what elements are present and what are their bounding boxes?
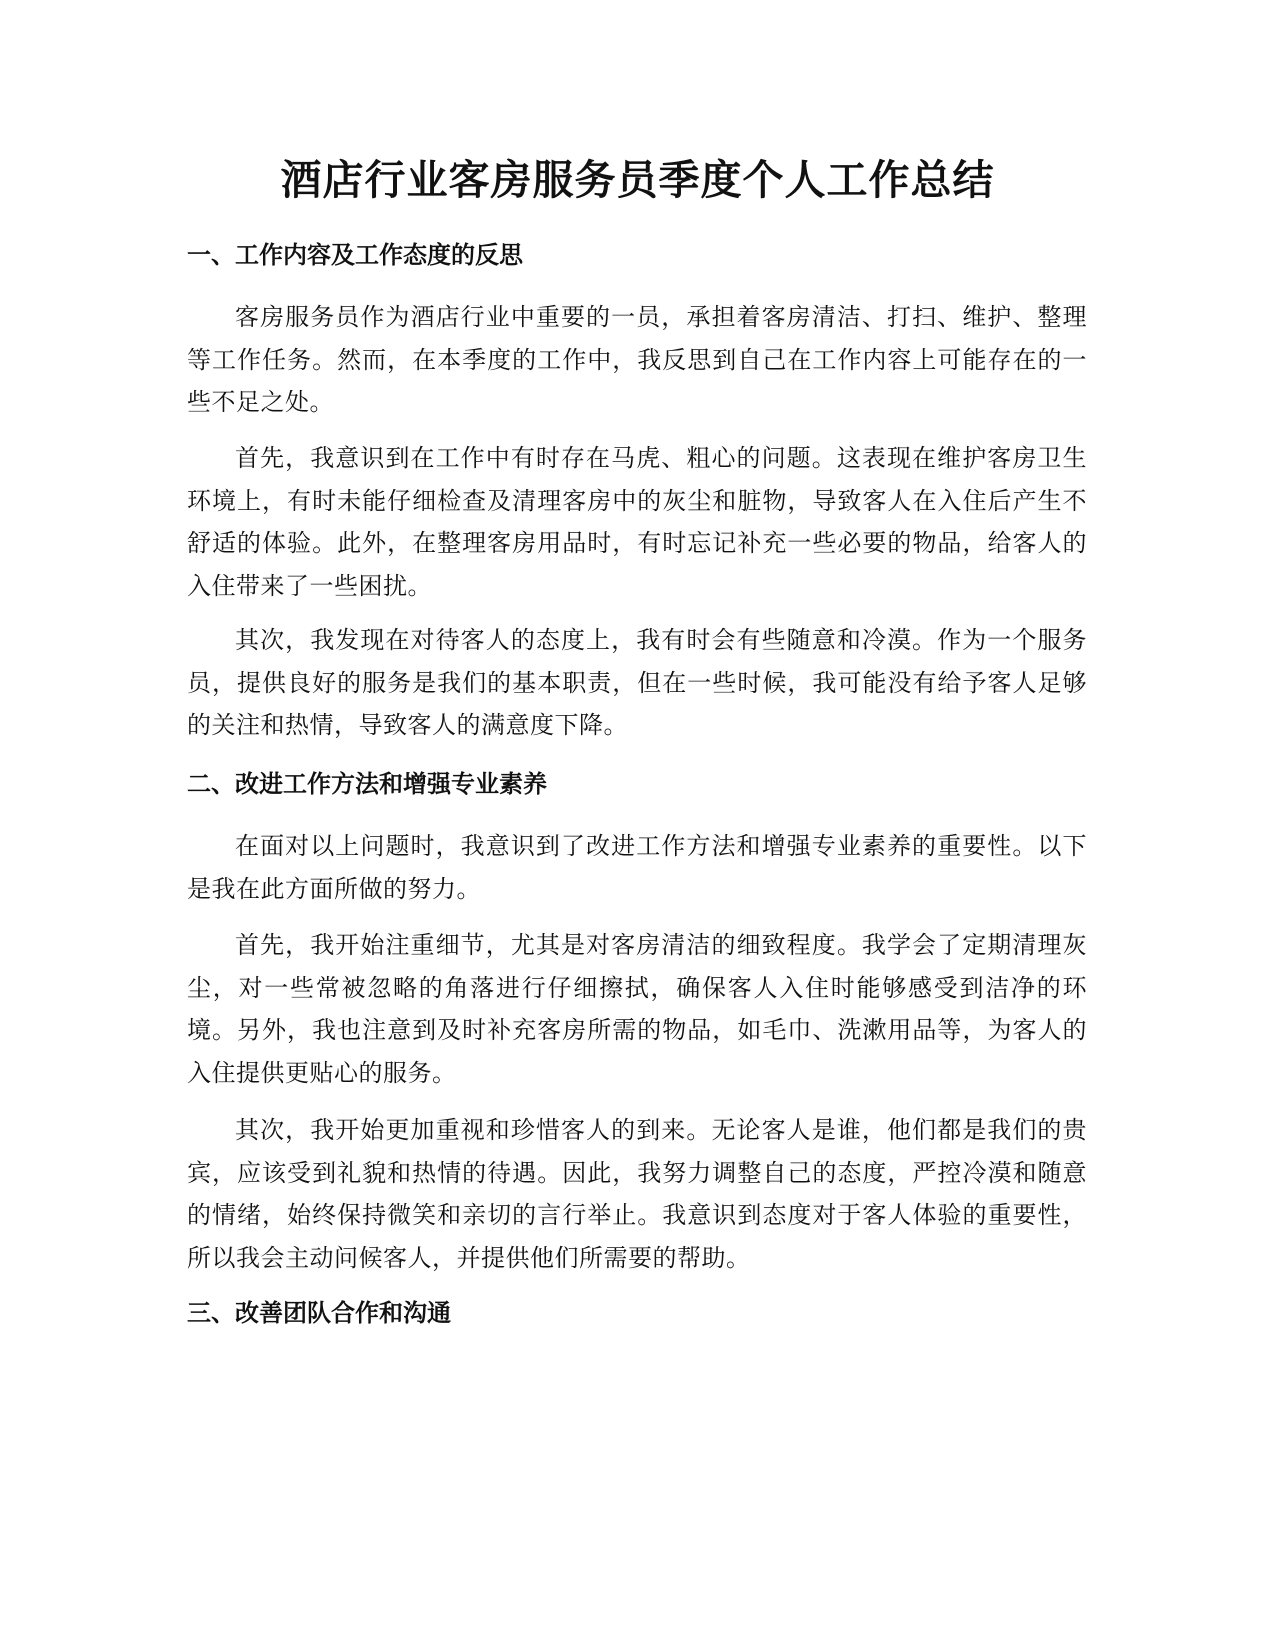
paragraph: 其次，我发现在对待客人的态度上，我有时会有些随意和冷漠。作为一个服务员，提供良好的服务是我们的基本职责，但在一些时候，我可能没有给予客人足够的关注和热情，导致客人的满意度下降。: [187, 626, 1087, 739]
section-heading-2: 二、改进工作方法和增强专业素养: [187, 770, 547, 798]
document-title: 酒店行业客房服务员季度个人工作总结: [280, 156, 995, 204]
paragraph: 首先，我开始注重细节，尤其是对客房清洁的细致程度。我学会了定期清理灰尘，对一些常被忽略的角落进行仔细擦拭，确保客人入住时能够感受到洁净的环境。另外，我也注意到及时补充客房所需的物品，如毛巾、洗漱用品等，为客人的入住提供更贴心的服务。: [187, 931, 1087, 1087]
section-heading-1: 一、工作内容及工作态度的反思: [187, 241, 523, 269]
section-heading-3: 三、改善团队合作和沟通: [187, 1299, 451, 1327]
paragraph: 客房服务员作为酒店行业中重要的一员，承担着客房清洁、打扫、维护、整理等工作任务。然而，在本季度的工作中，我反思到自己在工作内容上可能存在的一些不足之处。: [187, 303, 1087, 416]
paragraph: 其次，我开始更加重视和珍惜客人的到来。无论客人是谁，他们都是我们的贵宾，应该受到礼貌和热情的待遇。因此，我努力调整自己的态度，严控冷漠和随意的情绪，始终保持微笑和亲切的言行举止。我意识到态度对于客人体验的重要性，所以我会主动问候客人，并提供他们所需要的帮助。: [187, 1116, 1087, 1272]
paragraph: 首先，我意识到在工作中有时存在马虎、粗心的问题。这表现在维护客房卫生环境上，有时未能仔细检查及清理客房中的灰尘和脏物，导致客人在入住后产生不舒适的体验。此外，在整理客房用品时，有时忘记补充一些必要的物品，给客人的入住带来了一些困扰。: [187, 444, 1087, 600]
paragraph: 在面对以上问题时，我意识到了改进工作方法和增强专业素养的重要性。以下是我在此方面所做的努力。: [187, 832, 1087, 903]
